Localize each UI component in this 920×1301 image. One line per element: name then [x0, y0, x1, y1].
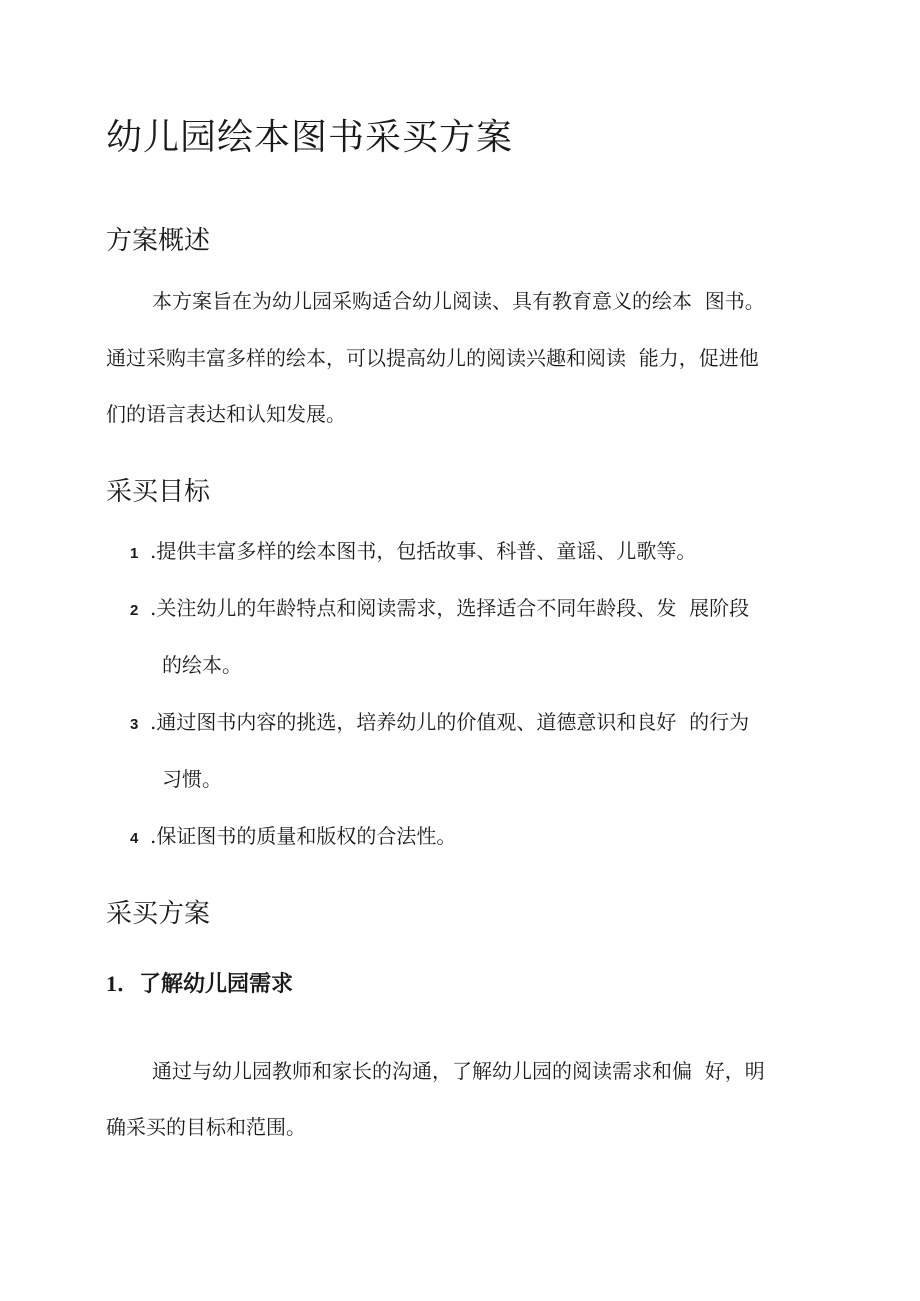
- goal-list-item: [130, 821, 456, 854]
- overview-paragraph-line: 们的语言表达和认知发展。: [106, 402, 346, 426]
- goal-list-item: [130, 536, 696, 569]
- plan-step-heading: [106, 968, 293, 1000]
- plan-step-paragraph-line: 通过与幼儿园教师和家长的沟通，了解幼儿园的阅读需求和偏 好，明: [152, 1059, 765, 1083]
- goal-item-continuation: 的绘本。: [162, 653, 242, 677]
- goal-item-text: .保证图书的质量和版权的合法性。: [150, 824, 457, 848]
- plan-step-title: ．了解幼儿园需求: [117, 971, 294, 997]
- section-heading-goals: 采买目标: [106, 477, 211, 507]
- goal-item-number: 1: [130, 545, 139, 562]
- section-heading-plan: 采买方案: [106, 899, 211, 929]
- plan-step-number: 1: [106, 971, 117, 996]
- goal-list-item: [130, 707, 749, 740]
- plan-step-paragraph-line: 确采买的目标和范围。: [106, 1115, 306, 1139]
- overview-paragraph-line: 通过采购丰富多样的绘本，可以提高幼儿的阅读兴趣和阅读 能力，促进他: [106, 346, 759, 370]
- goal-item-number: 2: [130, 602, 139, 619]
- overview-paragraph-line: 本方案旨在为幼儿园采购适合幼儿阅读、具有教育意义的绘本 图书。: [152, 289, 765, 313]
- goal-list-item: [130, 593, 749, 626]
- goal-item-text: .通过图书内容的挑选，培养幼儿的价值观、道德意识和良好 的行为: [150, 710, 750, 734]
- goal-item-text: .提供丰富多样的绘本图书，包括故事、科普、童谣、儿歌等。: [150, 539, 697, 563]
- goal-item-number: 4: [130, 830, 139, 847]
- goal-item-number: 3: [130, 716, 139, 733]
- goal-item-continuation: 习惯。: [162, 767, 222, 791]
- section-heading-overview: 方案概述: [106, 226, 211, 256]
- goal-item-text: .关注幼儿的年龄特点和阅读需求，选择适合不同年龄段、发 展阶段: [150, 596, 750, 620]
- document-title: 幼儿园绘本图书采买方案: [106, 117, 514, 158]
